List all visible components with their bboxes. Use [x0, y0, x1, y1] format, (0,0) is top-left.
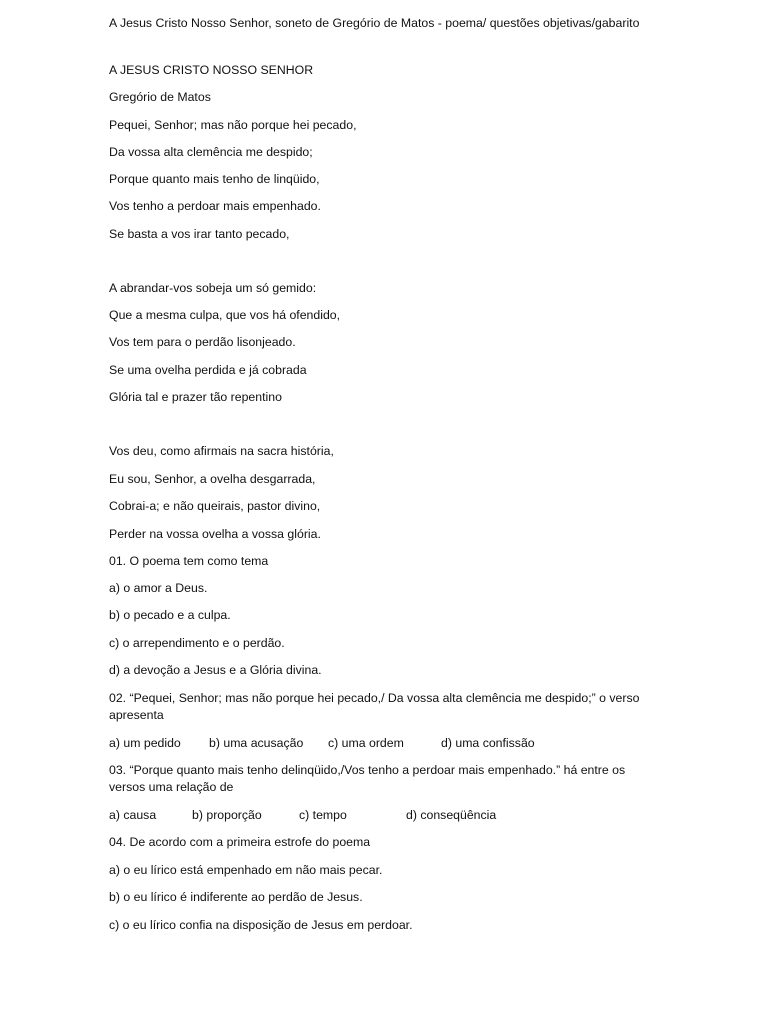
poem-author: Gregório de Matos: [109, 90, 211, 104]
poem-verse: Vos tenho a perdoar mais empenhado.: [109, 199, 321, 213]
poem-verse: Se uma ovelha perdida e já cobrada: [109, 363, 307, 377]
question-1-option-c: c) o arrependimento e o perdão.: [109, 636, 285, 650]
question-3-option-d: d) conseqüência: [406, 808, 497, 822]
question-2-option-b: b) uma acusação: [209, 736, 304, 750]
question-1-option-a: a) o amor a Deus.: [109, 581, 208, 595]
question-3-option-a: a) causa: [109, 808, 157, 822]
poem-verse: Cobrai-a; e não queirais, pastor divino,: [109, 499, 321, 513]
poem-verse: Glória tal e prazer tão repentino: [109, 390, 282, 404]
question-1-stem: 01. O poema tem como tema: [109, 554, 269, 568]
poem-verse: Que a mesma culpa, que vos há ofendido,: [109, 308, 341, 322]
question-4-option-b: b) o eu lírico é indiferente ao perdão de Jesus.: [109, 890, 363, 904]
poem-verse: Da vossa alta clemência me despido;: [109, 145, 313, 159]
question-2-stem: 02. “Pequei, Senhor; mas não porque hei pecado,/ Da vossa alta clemência me despido;” o verso apresenta: [109, 691, 640, 722]
poem-verse: Eu sou, Senhor, a ovelha desgarrada,: [109, 472, 316, 486]
question-4-option-a: a) o eu lírico está empenhado em não mais pecar.: [109, 863, 383, 877]
question-4-option-c: c) o eu lírico confia na disposição de Jesus em perdoar.: [109, 918, 413, 932]
question-1-option-b: b) o pecado e a culpa.: [109, 608, 231, 622]
question-3-option-c: c) tempo: [299, 808, 347, 822]
poem-verse: Perder na vossa ovelha a vossa glória.: [109, 527, 321, 541]
document-header-title: A Jesus Cristo Nosso Senhor, soneto de Gregório de Matos - poema/ questões objetivas/gabarito: [109, 16, 640, 30]
question-1-option-d: d) a devoção a Jesus e a Glória divina.: [109, 663, 322, 677]
question-2-option-d: d) uma confissão: [441, 736, 535, 750]
poem-verse: Vos deu, como afirmais na sacra história,: [109, 444, 334, 458]
poem-title: A JESUS CRISTO NOSSO SENHOR: [109, 63, 314, 77]
question-3-stem: 03. “Porque quanto mais tenho delinqüido,/Vos tenho a perdoar mais empenhado.” há entre os versos uma relação de: [109, 763, 626, 794]
question-2-option-a: a) um pedido: [109, 736, 181, 750]
question-3-option-b: b) proporção: [192, 808, 262, 822]
poem-verse: Porque quanto mais tenho de linqüido,: [109, 172, 320, 186]
poem-verse: A abrandar-vos sobeja um só gemido:: [109, 281, 317, 295]
poem-verse: Vos tem para o perdão lisonjeado.: [109, 335, 296, 349]
poem-verse: Se basta a vos irar tanto pecado,: [109, 227, 290, 241]
question-4-stem: 04. De acordo com a primeira estrofe do poema: [109, 835, 371, 849]
poem-verse: Pequei, Senhor; mas não porque hei pecado,: [109, 118, 357, 132]
question-2-option-c: c) uma ordem: [328, 736, 404, 750]
